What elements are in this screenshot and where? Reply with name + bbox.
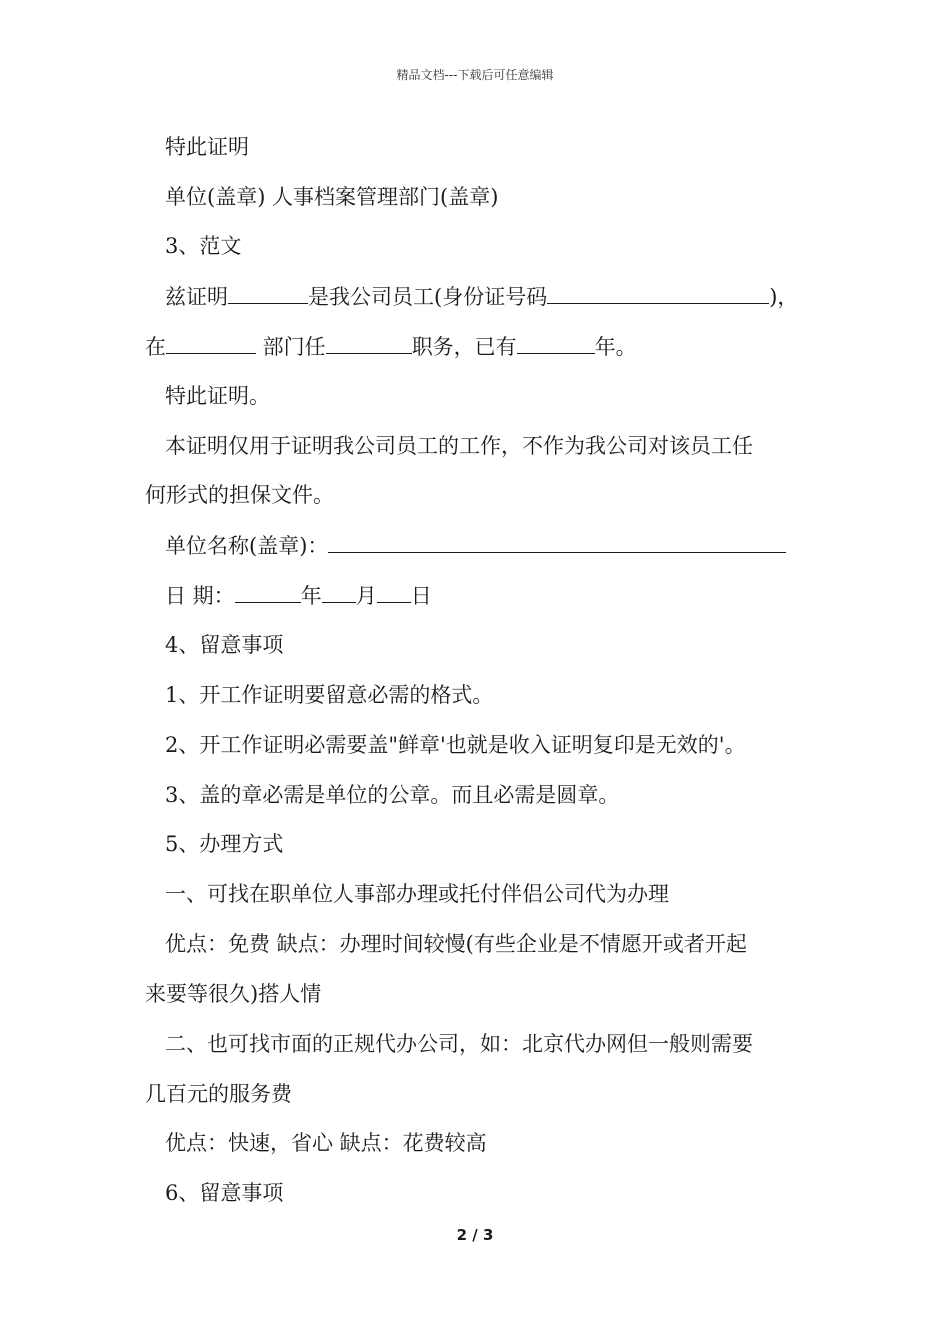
- text: )，: [769, 285, 799, 309]
- text: 是我公司员工(身份证号码: [308, 285, 548, 309]
- paragraph: 二、也可找市面的正规代办公司，如：北京代办网但一般则需要: [165, 1032, 753, 1056]
- paragraph-fill-in: [145, 331, 637, 362]
- blank-line: [228, 281, 308, 304]
- paragraph: 来要等很久)搭人情: [145, 982, 322, 1006]
- text: 兹证明: [165, 285, 228, 309]
- text: 在: [145, 335, 166, 359]
- paragraph: 何形式的担保文件。: [145, 483, 334, 507]
- section-heading: 3、范文: [165, 234, 242, 258]
- blank-line: [547, 281, 769, 304]
- text: 月: [355, 584, 377, 608]
- text: 单位名称(盖章)：: [165, 534, 329, 558]
- paragraph: 3、盖的章必需是单位的公章。而且必需是圆章。: [165, 783, 620, 807]
- section-heading: 6、留意事项: [165, 1181, 284, 1205]
- paragraph: 本证明仅用于证明我公司员工的工作，不作为我公司对该员工任: [165, 434, 753, 458]
- text: 职务，已有: [411, 335, 517, 359]
- blank-line: [328, 530, 786, 553]
- paragraph: 单位(盖章) 人事档案管理部门(盖章): [165, 185, 499, 209]
- paragraph: 几百元的服务费: [145, 1082, 292, 1106]
- paragraph: 特此证明: [165, 135, 249, 159]
- blank-line: [322, 580, 356, 603]
- paragraph: 1、开工作证明要留意必需的格式。: [165, 683, 494, 707]
- paragraph-fill-in: [165, 580, 432, 611]
- text: 年。: [594, 335, 637, 359]
- page-number: 2 / 3: [456, 1226, 494, 1244]
- paragraph: 特此证明。: [165, 384, 270, 408]
- blank-line: [326, 331, 412, 354]
- blank-line: [235, 580, 301, 603]
- text: 年: [300, 584, 322, 608]
- paragraph-fill-in: [165, 530, 786, 561]
- text: 日 期：: [165, 584, 235, 608]
- text: 部门任: [256, 335, 326, 359]
- blank-line: [377, 580, 411, 603]
- section-heading: 5、办理方式: [165, 832, 284, 856]
- blank-line: [166, 331, 256, 354]
- page-header: 精品文档---下载后可任意编辑: [396, 68, 554, 82]
- section-heading: 4、留意事项: [165, 633, 284, 657]
- paragraph: 2、开工作证明必需要盖"鲜章'也就是收入证明复印是无效的'。: [165, 733, 746, 757]
- paragraph: 优点：快速，省心 缺点：花费较高: [165, 1131, 487, 1155]
- blank-line: [517, 331, 595, 354]
- text: 日: [410, 584, 432, 608]
- paragraph: 一、可找在职单位人事部办理或托付伴侣公司代为办理: [165, 882, 669, 906]
- paragraph: 优点：免费 缺点：办理时间较慢(有些企业是不情愿开或者开起: [165, 932, 747, 956]
- paragraph-fill-in: [165, 281, 798, 312]
